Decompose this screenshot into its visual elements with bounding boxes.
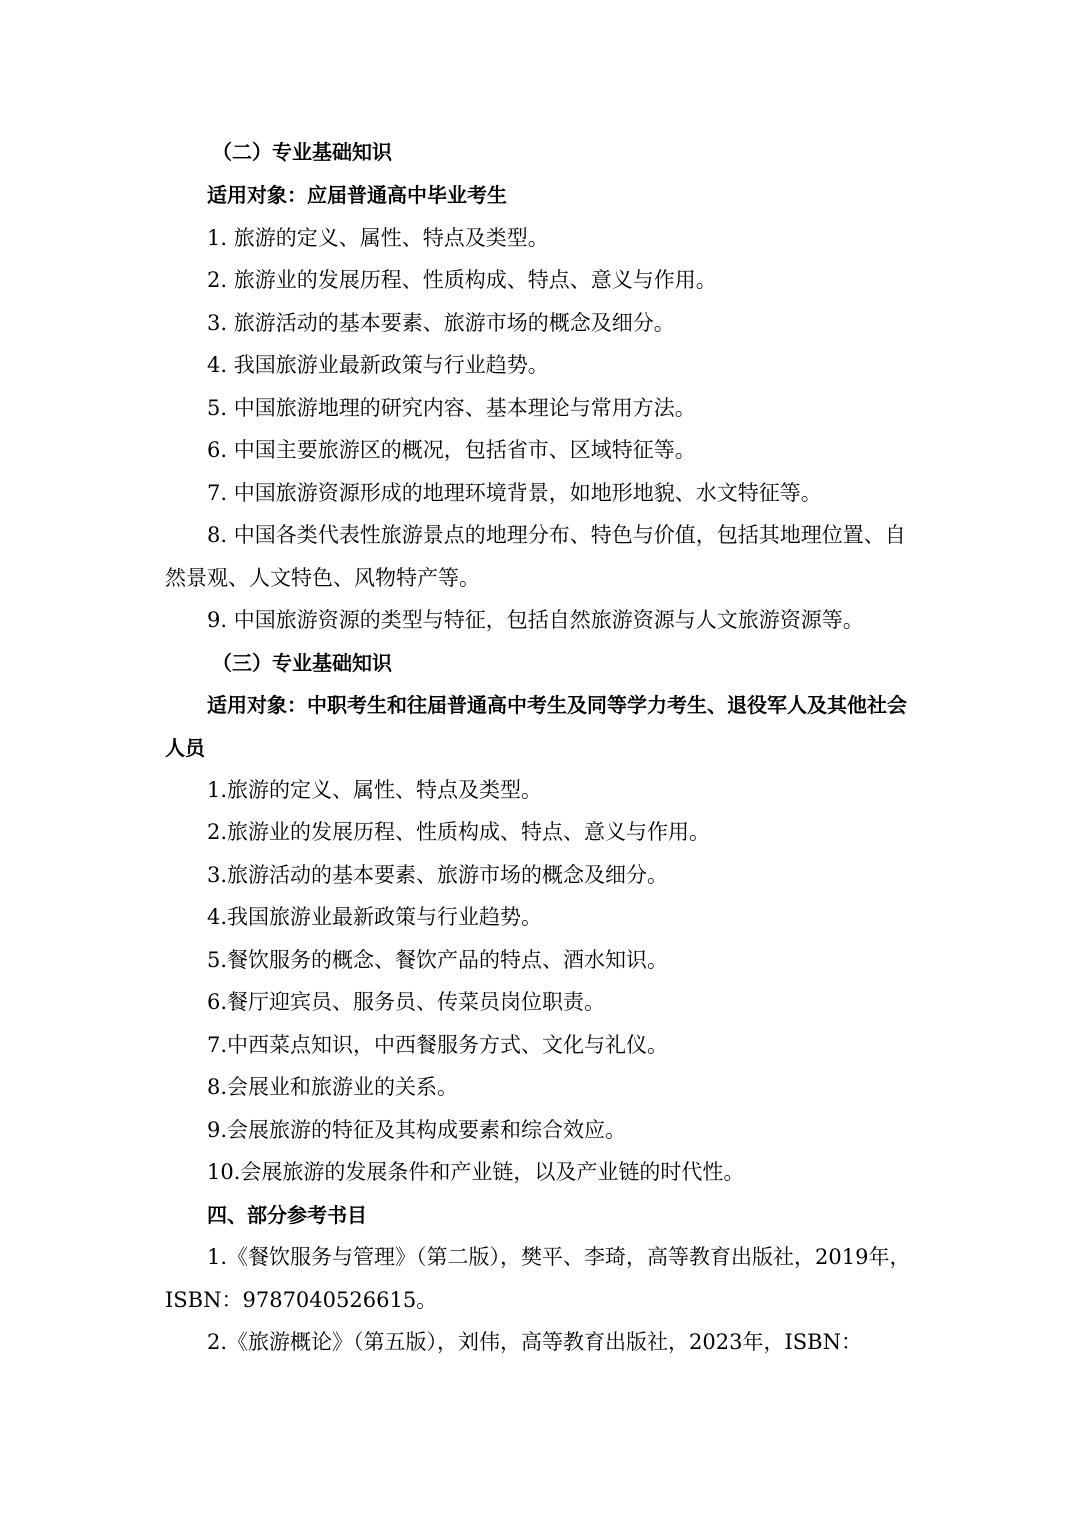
section3-heading: （三）专业基础知识: [212, 651, 392, 675]
section3-item-1: 1.旅游的定义、属性、特点及类型。: [207, 778, 543, 802]
section2-item-8: 8. 中国各类代表性旅游景点的地理分布、特色与价值，包括其地理位置、自然景观、人文特色、风物特产等。: [165, 523, 906, 590]
section3-item-4: 4.我国旅游业最新政策与行业趋势。: [207, 905, 543, 929]
section3-item-8: 8.会展业和旅游业的关系。: [207, 1075, 459, 1099]
section3-item-7: 7.中西菜点知识，中西餐服务方式、文化与礼仪。: [207, 1033, 669, 1057]
section2-item-1: 1. 旅游的定义、属性、特点及类型。: [207, 226, 549, 250]
section2-item-5: 5. 中国旅游地理的研究内容、基本理论与常用方法。: [207, 396, 696, 420]
section2-target: 适用对象：应届普通高中毕业考生: [207, 183, 507, 207]
reference-2: 2.《旅游概论》（第五版），刘伟，高等教育出版社，2023年，ISBN：: [207, 1330, 862, 1354]
section3-item-9: 9.会展旅游的特征及其构成要素和综合效应。: [207, 1118, 627, 1142]
section3-item-2: 2.旅游业的发展历程、性质构成、特点、意义与作用。: [207, 820, 711, 844]
section2-item-3: 3. 旅游活动的基本要素、旅游市场的概念及细分。: [207, 311, 675, 335]
section2-item-7: 7. 中国旅游资源形成的地理环境背景，如地形地貌、水文特征等。: [207, 481, 822, 505]
section3-item-5: 5.餐饮服务的概念、餐饮产品的特点、酒水知识。: [207, 948, 669, 972]
section3-item-6: 6.餐厅迎宾员、服务员、传菜员岗位职责。: [207, 990, 606, 1014]
section2-item-4: 4. 我国旅游业最新政策与行业趋势。: [207, 353, 549, 377]
section2-item-6: 6. 中国主要旅游区的概况，包括省市、区域特征等。: [207, 438, 696, 462]
section2-item-2: 2. 旅游业的发展历程、性质构成、特点、意义与作用。: [207, 268, 717, 292]
reference-1: 1.《餐饮服务与管理》（第二版），樊平、李琦，高等教育出版社，2019年，ISBN：9787040526615。: [165, 1245, 911, 1312]
section3-item-10: 10.会展旅游的发展条件和产业链，以及产业链的时代性。: [207, 1160, 745, 1184]
section3-target: 适用对象：中职考生和往届普通高中考生及同等学力考生、退役军人及其他社会人员: [165, 693, 907, 760]
section2-heading: （二）专业基础知识: [212, 140, 392, 164]
section3-item-3: 3.旅游活动的基本要素、旅游市场的概念及细分。: [207, 863, 669, 887]
section2-item-9: 9. 中国旅游资源的类型与特征，包括自然旅游资源与人文旅游资源等。: [207, 608, 864, 632]
section4-heading: 四、部分参考书目: [207, 1203, 367, 1227]
